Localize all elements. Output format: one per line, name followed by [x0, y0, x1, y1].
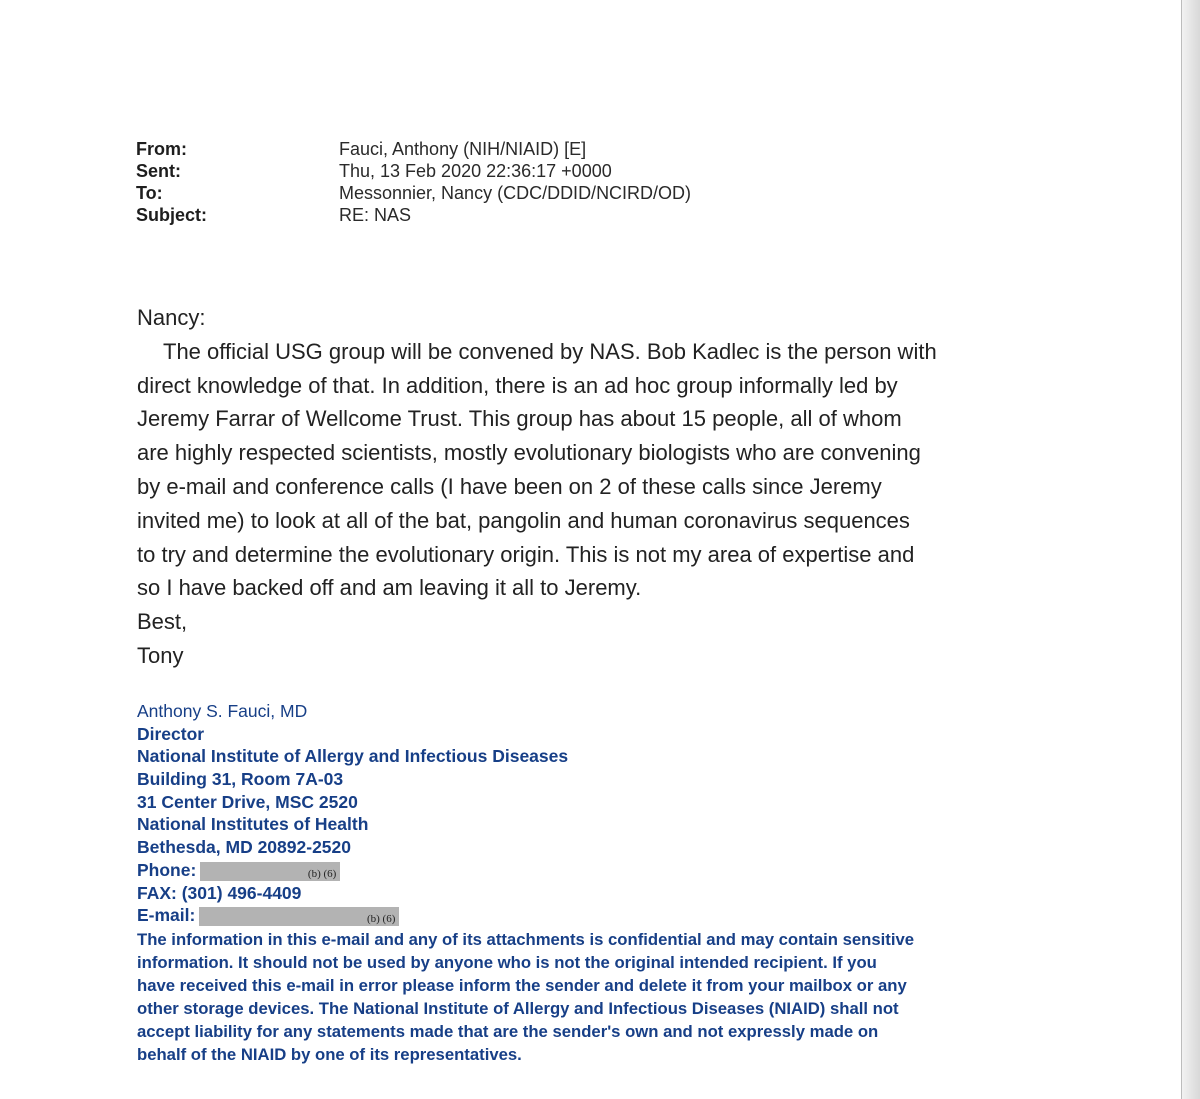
disclaimer-line: accept liability for any statements made that are the sender's own and not expressly made on — [137, 1021, 879, 1041]
email-body — [137, 301, 1067, 673]
closing: Best, — [137, 609, 188, 635]
email-redaction-code: (b) (6) — [366, 913, 396, 926]
phone-label: Phone: — [137, 859, 197, 880]
body-line: direct knowledge of that. In addition, there is an ad hoc group informally led by — [137, 372, 898, 398]
disclaimer-line: information. It should not be used by anyone who is not the original intended recipient. If you — [137, 952, 877, 972]
signature-city: Bethesda, MD 20892-2520 — [137, 837, 351, 858]
to-value: Messonnier, Nancy (CDC/DDID/NCIRD/OD) — [339, 182, 692, 203]
body-line: The official USG group will be convened by NAS. Bob Kadlec is the person with — [163, 338, 937, 364]
disclaimer-line: The information in this e-mail and any of its attachments is confidential and may contain sensitive — [137, 929, 915, 949]
from-value: Fauci, Anthony (NIH/NIAID) [E] — [339, 138, 587, 159]
signature-name: Anthony S. Fauci, MD — [137, 701, 308, 721]
email-label: E-mail: — [137, 905, 196, 926]
body-line: invited me) to look at all of the bat, pangolin and human coronavirus sequences — [137, 507, 910, 533]
signature-phone-row — [137, 859, 1097, 882]
body-line: by e-mail and conference calls (I have been on 2 of these calls since Jeremy — [137, 473, 882, 499]
body-line: to try and determine the evolutionary origin. This is not my area of expertise and — [137, 541, 915, 567]
page-edge-shadow — [1182, 0, 1200, 1099]
signature-institute: National Institute of Allergy and Infectious Diseases — [137, 746, 569, 767]
signature-fax: FAX: (301) 496-4409 — [137, 882, 302, 903]
email-signature — [137, 700, 1097, 1066]
header-subject-row — [136, 204, 691, 226]
signature-building: Building 31, Room 7A-03 — [137, 769, 344, 790]
sent-label: Sent: — [136, 160, 181, 181]
sent-value: Thu, 13 Feb 2020 22:36:17 +0000 — [339, 160, 612, 181]
confidentiality-disclaimer — [137, 928, 1097, 1066]
disclaimer-line: behalf of the NIAID by one of its representatives. — [137, 1044, 522, 1064]
subject-label: Subject: — [136, 204, 208, 225]
phone-redaction-box — [200, 862, 340, 881]
disclaimer-line: other storage devices. The National Institute of Allergy and Infectious Diseases (NIAID) shall not — [137, 998, 899, 1018]
signature-email-row — [137, 904, 1097, 927]
body-line: Jeremy Farrar of Wellcome Trust. This group has about 15 people, all of whom — [137, 406, 902, 432]
body-line: are highly respected scientists, mostly evolutionary biologists who are convening — [137, 440, 921, 466]
email-header — [136, 138, 691, 226]
subject-value: RE: NAS — [339, 204, 412, 225]
sender-name: Tony — [137, 642, 184, 668]
phone-redaction-code: (b) (6) — [307, 867, 337, 880]
signature-street: 31 Center Drive, MSC 2520 — [137, 791, 358, 812]
greeting: Nancy: — [137, 305, 206, 330]
header-to-row — [136, 182, 691, 204]
to-label: To: — [136, 182, 163, 203]
signature-org: National Institutes of Health — [137, 814, 369, 835]
from-label: From: — [136, 138, 187, 159]
email-redaction-box — [199, 907, 399, 926]
signature-title: Director — [137, 723, 205, 744]
disclaimer-line: have received this e-mail in error please inform the sender and delete it from your mailbox or any — [137, 975, 907, 995]
header-from-row — [136, 138, 691, 160]
header-sent-row — [136, 160, 691, 182]
body-line: so I have backed off and am leaving it all to Jeremy. — [137, 575, 642, 601]
